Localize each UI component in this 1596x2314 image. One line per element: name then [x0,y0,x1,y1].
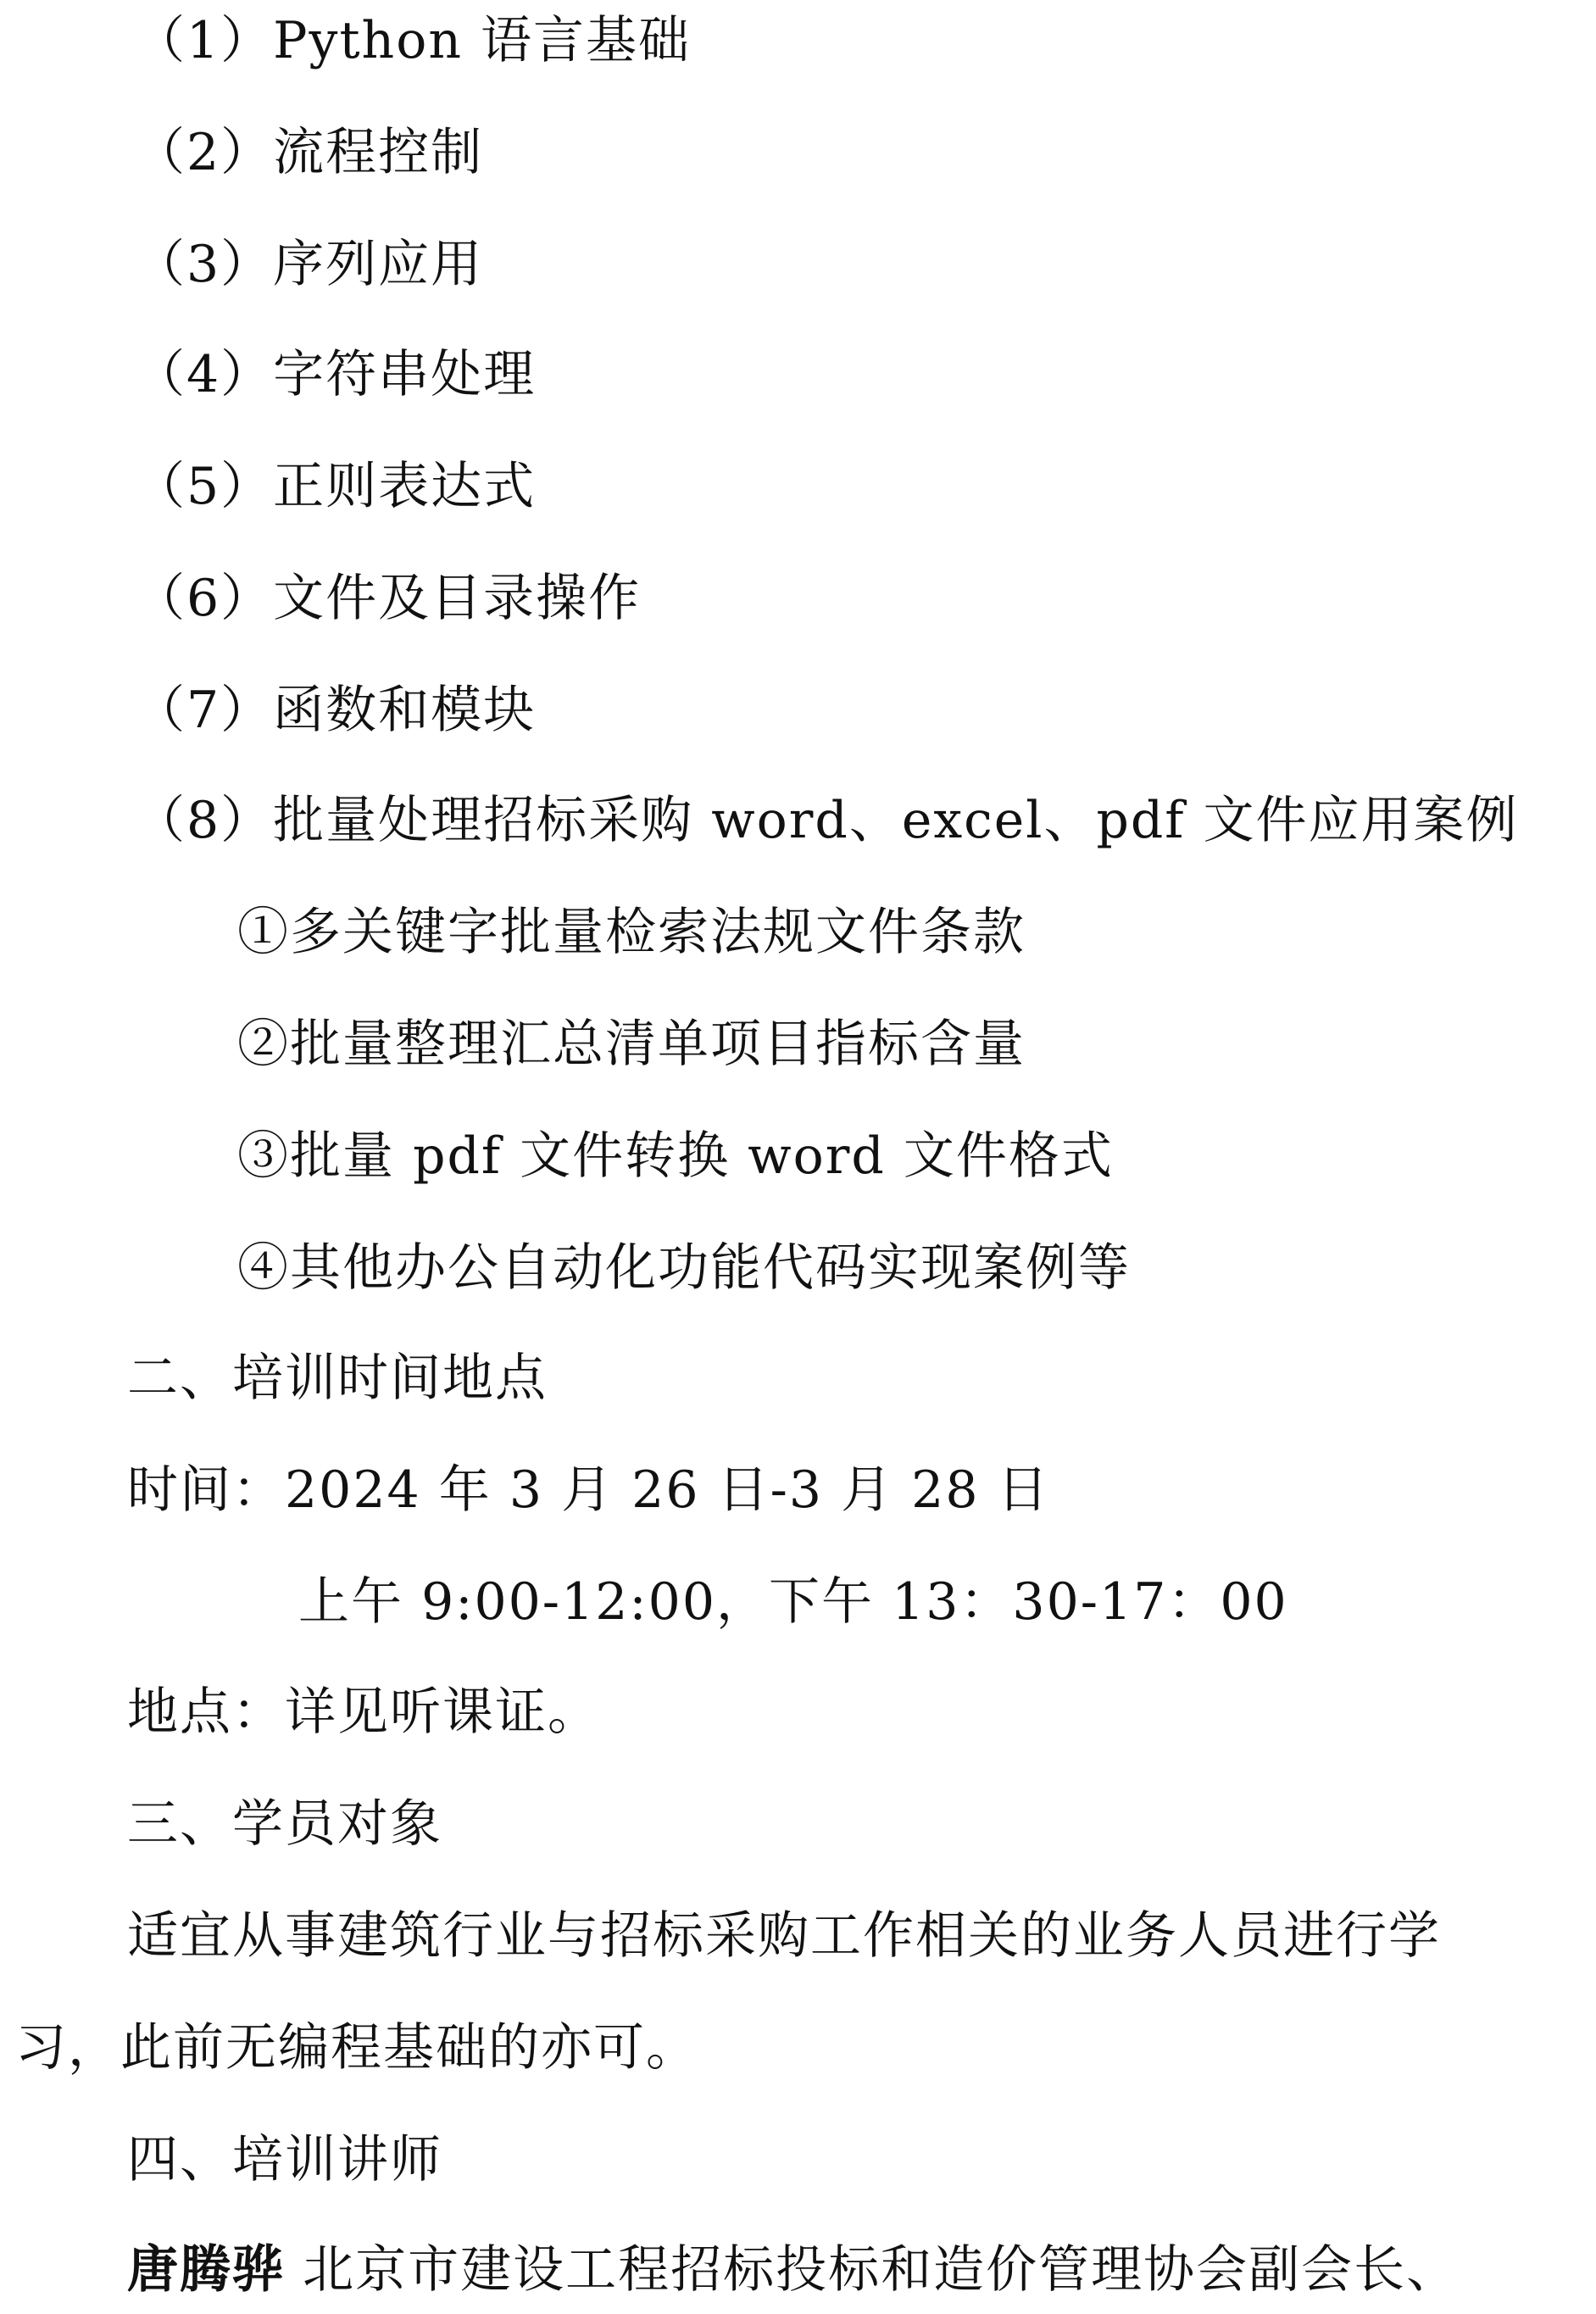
sub-item-convert: ③批量 pdf 文件转换 word 文件格式 [237,1126,1114,1186]
audience-paragraph-line2: 习，此前无编程基础的亦可。 [15,2018,698,2078]
list-item-regex: （5）正则表达式 [134,457,537,516]
list-item-python-basics: （1）Python 语言基础 [134,11,692,70]
section-heading-lecturer: 四、培训讲师 [127,2130,442,2189]
list-item-functions: （7）函数和模块 [134,681,537,740]
sub-item-other: ④其他办公自动化功能代码实现案例等 [237,1238,1131,1298]
list-item-flow-control: （2）流程控制 [134,123,484,182]
location: 地点：详见听课证。 [127,1683,600,1742]
audience-paragraph-line1: 适宜从事建筑行业与招标采购工作相关的业务人员进行学 [127,1906,1441,1966]
time-date: 时间：2024 年 3 月 26 日-3 月 28 日 [127,1460,1050,1520]
list-item-string: （4）字符串处理 [134,345,537,404]
list-item-batch-cases: （8）批量处理招标采购 word、excel、pdf 文件应用案例 [134,791,1519,850]
list-item-sequence: （3）序列应用 [134,235,484,294]
list-item-files: （6）文件及目录操作 [134,569,642,628]
lecturer-name: 唐腾骅 [127,2240,285,2300]
time-hours: 上午 9:00-12:00，下午 13：30-17：00 [298,1572,1288,1632]
section-heading-time-location: 二、培训时间地点 [127,1349,548,1408]
lecturer-line [127,2236,1459,2304]
sub-item-search: ①多关键字批量检索法规文件条款 [237,903,1026,962]
sub-item-summary: ②批量整理汇总清单项目指标含量 [237,1015,1026,1074]
lecturer-description: 北京市建设工程招标投标和造价管理协会副会长、 [285,2240,1460,2300]
section-heading-audience: 三、学员对象 [127,1794,442,1854]
